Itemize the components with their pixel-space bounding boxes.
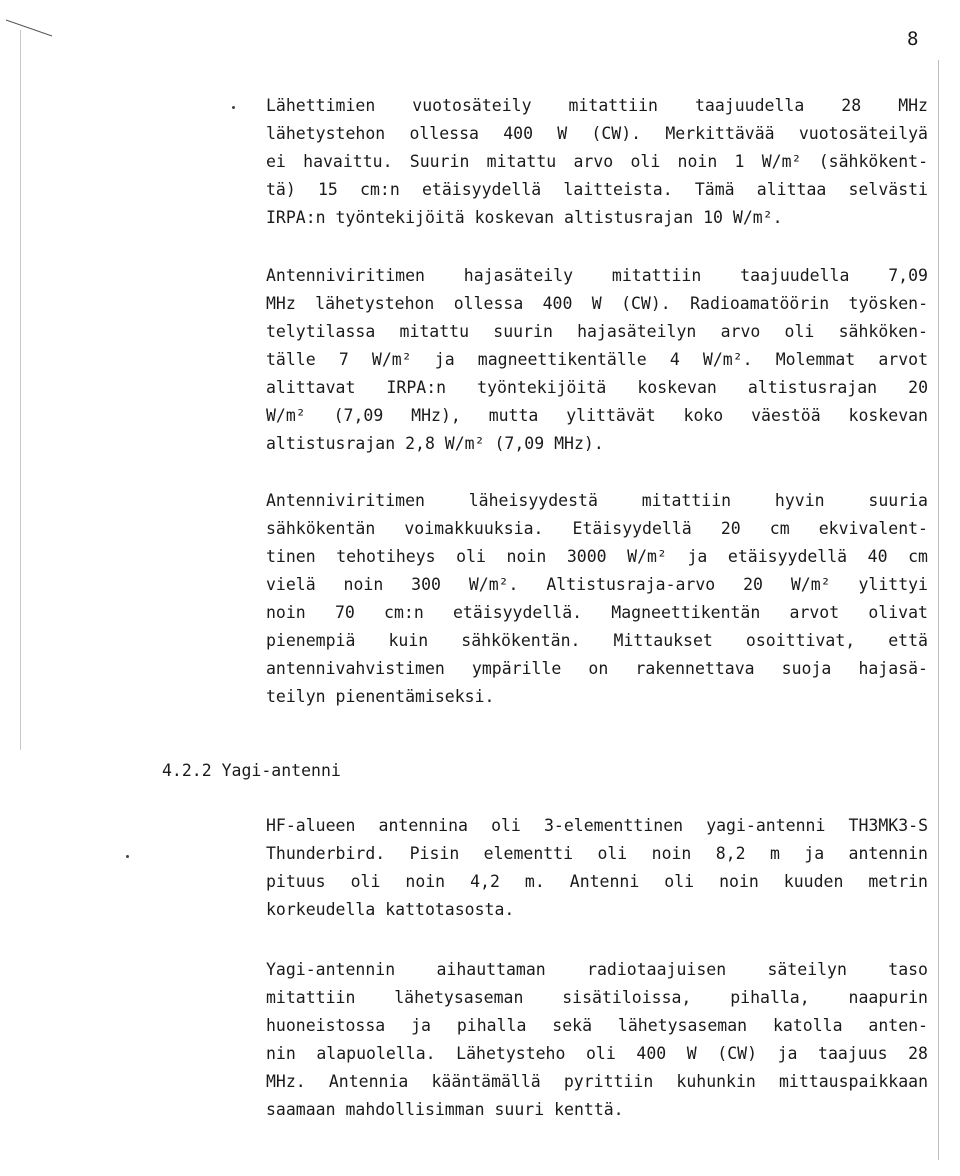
text-line: MHz. Antennia kääntämällä pyrittiin kuhunkin mittauspaikkaan: [266, 1072, 928, 1091]
text-line: sähkökentän voimakkuuksia. Etäisyydellä 20 cm ekvivalent-: [266, 519, 928, 538]
text-line: Thunderbird. Pisin elementti oli noin 8,2 m ja antennin: [266, 844, 928, 863]
scan-speck: [232, 106, 235, 109]
left-scan-edge: [20, 30, 21, 750]
text-line: lähetystehon ollessa 400 W (CW). Merkittävää vuotosäteilyä: [266, 124, 928, 143]
text-line: nin alapuolella. Lähetysteho oli 400 W (CW) ja taajuus 28: [266, 1044, 928, 1063]
text-line: Antenniviritimen hajasäteily mitattiin taajuudella 7,09: [266, 266, 928, 285]
text-line: antennivahvistimen ympärille on rakennettava suoja hajasä-: [266, 659, 928, 678]
text-line: pituus oli noin 4,2 m. Antenni oli noin kuuden metrin: [266, 872, 928, 891]
paragraph-leakage-radiation: [266, 92, 928, 232]
text-line: Lähettimien vuotosäteily mitattiin taajuudella 28 MHz: [266, 96, 928, 115]
text-line: ei havaittu. Suurin mitattu arvo oli noin 1 W/m² (sähkökent-: [266, 152, 928, 171]
right-scan-edge: [938, 60, 939, 1160]
text-line: huoneistossa ja pihalla sekä lähetysaseman katolla anten-: [266, 1016, 928, 1035]
text-line: tälle 7 W/m² ja magneettikentälle 4 W/m². Molemmat arvot: [266, 350, 928, 369]
text-line: telytilassa mitattu suurin hajasäteilyn arvo oli sähköken-: [266, 322, 928, 341]
section-heading: 4.2.2 Yagi-antenni: [162, 761, 341, 780]
text-line: alittavat IRPA:n työntekijöitä koskevan altistusrajan 20: [266, 378, 928, 397]
text-line: tä) 15 cm:n etäisyydellä laitteista. Tämä alittaa selvästi: [266, 180, 928, 199]
text-line: mitattiin lähetysaseman sisätiloissa, pihalla, naapurin: [266, 988, 928, 1007]
text-line: HF-alueen antennina oli 3-elementtinen yagi-antenni TH3MK3-S: [266, 816, 928, 835]
paragraph-yagi-measurement: [266, 956, 928, 1124]
text-line: korkeudella kattotasosta.: [266, 900, 515, 919]
text-line: saamaan mahdollisimman suuri kenttä.: [266, 1100, 624, 1119]
text-line: teilyn pienentämiseksi.: [266, 687, 495, 706]
text-line: W/m² (7,09 MHz), mutta ylittävät koko väestöä koskevan: [266, 406, 928, 425]
paragraph-tuner-near-field: [266, 487, 928, 711]
text-line: altistusrajan 2,8 W/m² (7,09 MHz).: [266, 434, 604, 453]
page-number: 8: [907, 28, 919, 50]
text-line: tinen tehotiheys oli noin 3000 W/m² ja etäisyydellä 40 cm: [266, 547, 928, 566]
corner-scan-mark: [0, 0, 60, 40]
text-line: IRPA:n työntekijöitä koskevan altistusrajan 10 W/m².: [266, 208, 783, 227]
text-line: Yagi-antennin aihauttaman radiotaajuisen säteilyn taso: [266, 960, 928, 979]
text-line: pienempiä kuin sähkökentän. Mittaukset osoittivat, että: [266, 631, 928, 650]
text-line: vielä noin 300 W/m². Altistusraja-arvo 20 W/m² ylittyi: [266, 575, 928, 594]
text-line: Antenniviritimen läheisyydestä mitattiin hyvin suuria: [266, 491, 928, 510]
scan-speck: [126, 855, 129, 858]
paragraph-tuner-stray-radiation: [266, 262, 928, 458]
paragraph-yagi-antenna: [266, 812, 928, 924]
text-line: MHz lähetystehon ollessa 400 W (CW). Radioamatöörin työsken-: [266, 294, 928, 313]
text-line: noin 70 cm:n etäisyydellä. Magneettikentän arvot olivat: [266, 603, 928, 622]
